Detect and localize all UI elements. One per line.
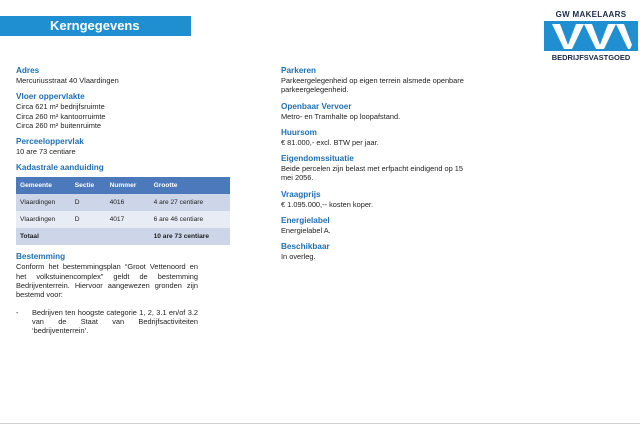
section-huursom — [281, 128, 471, 147]
section-beschikbaar — [281, 242, 471, 261]
table-cell: Vlaardingen — [16, 211, 71, 228]
bullet-text: Bedrijven ten hoogste categorie 1, 2, 3.1 en/of 3.2 van de Staat van Bedrijfsactiviteiten ‘bedrijventerrein’. — [32, 307, 198, 336]
bestemming-bullet — [16, 308, 198, 336]
table-row — [16, 211, 230, 228]
section-energielabel — [281, 216, 471, 235]
section-openbaar-vervoer — [281, 102, 471, 121]
adres-text: Mercuriusstraat 40 Vlaardingen — [16, 76, 119, 85]
logo-company-name: GW MAKELAARS — [555, 10, 627, 19]
page-title: Kerngegevens — [0, 16, 191, 36]
logo-tagline: BEDRIJFSVASTGOED — [551, 53, 631, 62]
vloer-line: Circa 260 m² buitenruimte — [16, 120, 102, 130]
column-header: Nummer — [106, 177, 150, 194]
vloer-title: Vloer oppervlakte — [16, 92, 85, 102]
section-parkeren — [281, 66, 471, 95]
bullet-dash: - — [16, 307, 19, 317]
table-total-row — [16, 228, 230, 245]
eigendom-title: Eigendomssituatie — [281, 154, 354, 164]
kadastraal-table — [16, 177, 230, 245]
beschikbaar-text: In overleg. — [281, 252, 316, 262]
bestemming-title: Bestemming — [16, 252, 66, 262]
table-cell: 4016 — [106, 194, 150, 211]
huursom-title: Huursom — [281, 127, 317, 137]
ov-title: Openbaar Vervoer — [281, 101, 352, 111]
column-header: Gemeente — [16, 177, 71, 194]
vraagprijs-title: Vraagprijs — [281, 189, 321, 199]
parkeren-title: Parkeren — [281, 66, 317, 75]
eigendom-text: Beide percelen zijn belast met erfpacht eindigend op 15 mei 2056. — [281, 164, 464, 183]
company-logo — [544, 10, 638, 66]
table-row — [16, 194, 230, 211]
energielabel-title: Energielabel — [281, 216, 330, 226]
table-header-row — [16, 177, 230, 194]
beschikbaar-title: Beschikbaar — [281, 242, 330, 252]
table-cell: 6 are 46 centiare — [150, 211, 230, 228]
column-header: Sectie — [71, 177, 106, 194]
table-cell: 4 are 27 centiare — [150, 194, 230, 211]
table-cell: D — [71, 194, 106, 211]
perceel-title: Perceeloppervlak — [16, 137, 84, 147]
table-cell: 4017 — [106, 211, 150, 228]
section-vraagprijs — [281, 190, 471, 209]
energielabel-text: Energielabel A. — [281, 226, 331, 236]
vraagprijs-text: € 1.095.000,-- kosten koper. — [281, 199, 374, 209]
section-bestemming — [16, 252, 198, 335]
ov-text: Metro- en Tramhalte op loopafstand. — [281, 111, 401, 121]
vloer-line: Circa 260 m² kantoorruimte — [16, 111, 106, 121]
section-perceel — [16, 137, 198, 156]
column-header: Grootte — [150, 177, 230, 194]
bestemming-text: Conform het bestemmingsplan “Groot Vettenoord en het volkstuinencomplex” geldt de bestemming Bedrijventerrein. Hiervoor aangewezen gronden zijn bestemd voor: — [16, 262, 198, 300]
table-cell: D — [71, 211, 106, 228]
total-value: 10 are 73 centiare — [150, 228, 230, 245]
total-label: Totaal — [16, 228, 150, 245]
perceel-text: 10 are 73 centiare — [16, 147, 76, 157]
huursom-text: € 81.000,- excl. BTW per jaar. — [281, 137, 379, 147]
page-divider — [0, 423, 640, 424]
section-vloer — [16, 92, 198, 130]
section-adres — [16, 66, 198, 85]
right-column — [281, 66, 471, 269]
section-eigendom — [281, 154, 471, 183]
adres-title: Adres — [16, 66, 40, 75]
gw-logo-icon — [544, 21, 638, 51]
section-kadastraal — [16, 163, 209, 245]
kadastraal-title: Kadastrale aanduiding — [16, 163, 104, 173]
left-column — [16, 66, 209, 343]
table-cell: Vlaardingen — [16, 194, 71, 211]
vloer-line: Circa 621 m² bedrijfsruimte — [16, 102, 105, 112]
parkeren-text: Parkeergelegenheid op eigen terrein alsmede openbare parkeergelegenheid. — [281, 76, 464, 95]
